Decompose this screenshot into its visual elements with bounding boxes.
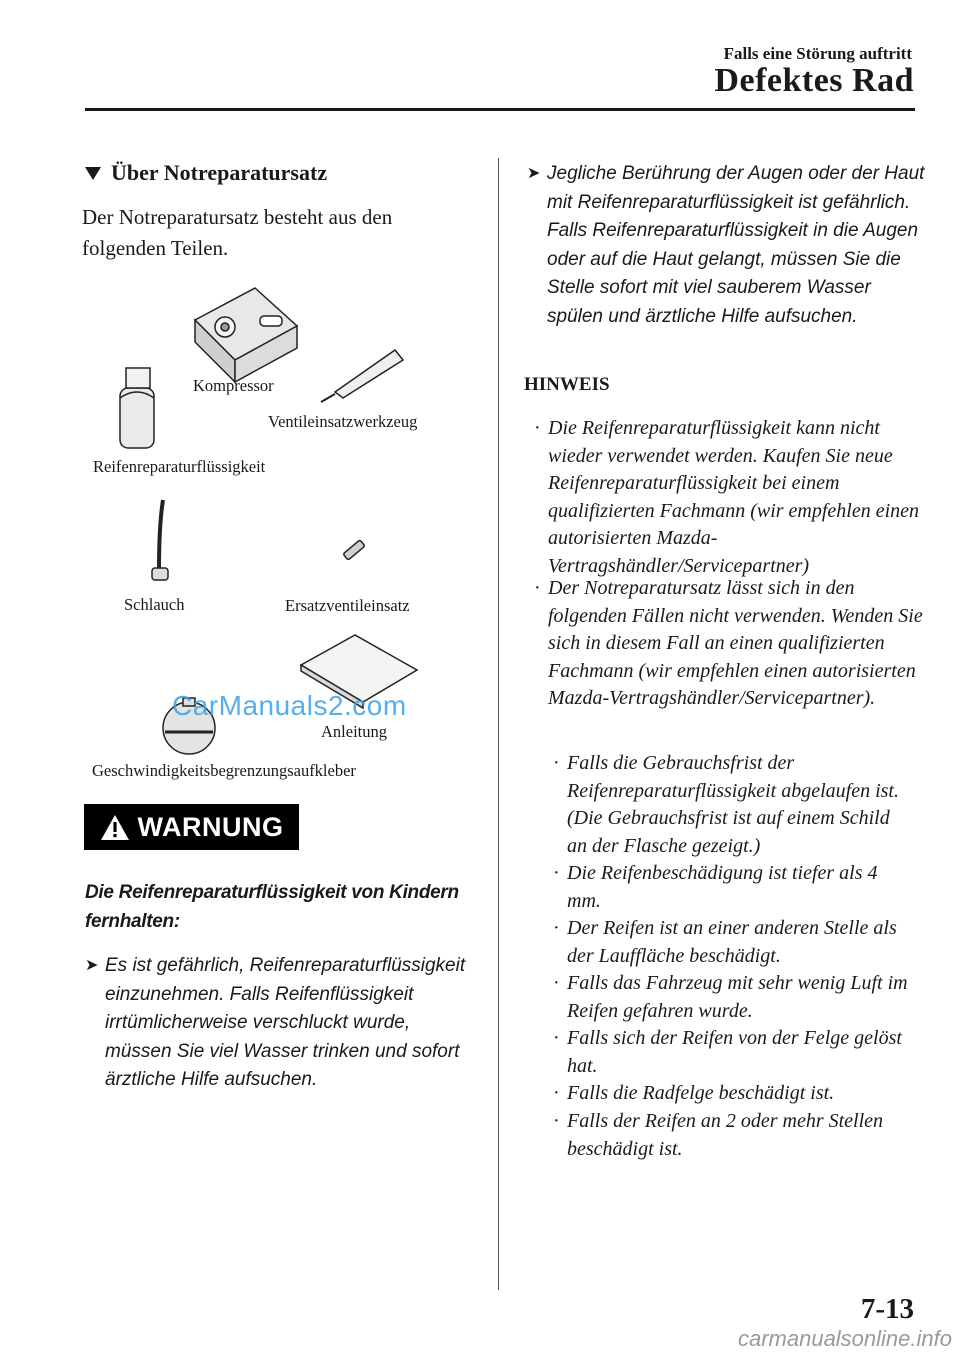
note-subitem-text: Falls das Fahrzeug mit sehr wenig Luft im Reifen gefahren wurde. bbox=[567, 972, 908, 1022]
bullet-dot-icon: · bbox=[553, 972, 560, 994]
section-heading bbox=[85, 160, 327, 186]
label-valve-tool: Ventileinsatzwerkzeug bbox=[268, 412, 418, 431]
watermark-center: CarManuals2.com bbox=[172, 690, 407, 721]
warning-bullet-text: Es ist gefährlich, Reifenreparaturflüssigkeit einzunehmen. Falls Reifenflüssigkeit irrtümlicherweise verschluckt wurde, müssen Sie viel Wasser trinken und sofort ärztliche Hilfe aufsuchen. bbox=[105, 955, 466, 1090]
sealant-bottle-icon bbox=[120, 368, 154, 448]
hose-icon bbox=[152, 500, 168, 580]
arrow-bullet-icon: ➤ bbox=[527, 165, 541, 182]
note-subitem-5 bbox=[553, 1025, 913, 1080]
warning-heading: Die Reifenreparaturflüssigkeit von Kindern fernhalten: bbox=[85, 882, 459, 932]
note-subitem-2 bbox=[553, 860, 913, 915]
valve-core-icon bbox=[343, 540, 365, 560]
compressor-icon bbox=[195, 288, 297, 382]
label-hose: Schlauch bbox=[124, 595, 185, 614]
note-subitem-text: Die Reifenbeschädigung ist tiefer als 4 mm. bbox=[567, 862, 878, 912]
note-subitem-7 bbox=[553, 1108, 913, 1163]
warning-label bbox=[84, 804, 299, 850]
note-label: HINWEIS bbox=[524, 374, 610, 395]
header-rule bbox=[85, 108, 915, 111]
note-subitem-4 bbox=[553, 970, 913, 1025]
note-subitem-text: Der Reifen ist an einer anderen Stelle als der Lauffläche beschädigt. bbox=[567, 917, 897, 967]
kit-illustration bbox=[85, 280, 485, 800]
bullet-dot-icon: · bbox=[553, 752, 560, 774]
label-compressor: Kompressor bbox=[193, 376, 274, 395]
bullet-dot-icon: · bbox=[534, 417, 541, 439]
note-subitem-6 bbox=[553, 1080, 913, 1108]
valve-tool-icon bbox=[321, 350, 403, 402]
note-item-text: Die Reifenreparaturflüssigkeit kann nicht wieder verwendet werden. Kaufen Sie neue Reifenreparaturflüssigkeit bei einem qualifizierten Fachmann (wir empfehlen einen autorisierten Mazda-Vertragshändler/Servicepartner) bbox=[548, 417, 920, 577]
note-subitem-3 bbox=[553, 915, 913, 970]
warning-bullet-1 bbox=[85, 952, 480, 1095]
page-title: Defektes Rad bbox=[714, 62, 914, 99]
arrow-bullet-icon: ➤ bbox=[85, 957, 99, 974]
label-spare-valve-core: Ersatzventileinsatz bbox=[285, 596, 410, 615]
note-subitem-text: Falls der Reifen an 2 oder mehr Stellen beschädigt ist. bbox=[567, 1110, 884, 1160]
label-sealant: Reifenreparaturflüssigkeit bbox=[93, 457, 266, 476]
watermark-footer: carmanualsonline.info bbox=[737, 1326, 952, 1351]
bullet-dot-icon: · bbox=[553, 1082, 560, 1104]
section-heading-text: Über Notreparatursatz bbox=[111, 160, 328, 185]
note-subitem-text: Falls die Radfelge beschädigt ist. bbox=[567, 1082, 835, 1104]
bullet-dot-icon: · bbox=[553, 1110, 560, 1132]
page-number: 7-13 bbox=[860, 1293, 914, 1325]
warning-bullet-2 bbox=[527, 160, 927, 331]
note-subitem-text: Falls sich der Reifen von der Felge gelöst hat. bbox=[567, 1027, 902, 1077]
bullet-dot-icon: · bbox=[553, 1027, 560, 1049]
section-intro: Der Notreparatursatz besteht aus den folgenden Teilen. bbox=[82, 205, 393, 260]
warning-triangle-icon bbox=[100, 814, 130, 841]
note-item-2 bbox=[534, 575, 924, 713]
chapter-title: Falls eine Störung auftritt bbox=[723, 44, 912, 63]
triangle-marker-icon bbox=[85, 167, 101, 180]
bullet-dot-icon: · bbox=[553, 862, 560, 884]
warning-bullet-text: Jegliche Berührung der Augen oder der Haut mit Reifenreparaturflüssigkeit ist gefährlich. Falls Reifenreparaturflüssigkeit in die Augen oder auf die Haut gelangt, müssen Sie die Stelle sofort mit viel sauberem Wasser spülen und ärztliche Hilfe aufsuchen. bbox=[547, 163, 925, 327]
note-subitem-1 bbox=[553, 750, 913, 860]
bullet-dot-icon: · bbox=[553, 917, 560, 939]
column-divider bbox=[498, 158, 499, 1290]
bullet-dot-icon: · bbox=[534, 577, 541, 599]
note-item-text: Der Notreparatursatz lässt sich in den folgenden Fällen nicht verwenden. Wenden Sie sich in diesem Fall an einen qualifizierten Fachmann (wir empfehlen einen autorisierten Mazda-Vertragshändler/Servicepartner). bbox=[548, 577, 923, 710]
note-item-1 bbox=[534, 415, 920, 581]
note-subitem-text: Falls die Gebrauchsfrist der Reifenreparaturflüssigkeit abgelaufen ist. (Die Gebrauchsfrist ist auf einem Schild an der Flasche gezeigt.) bbox=[567, 752, 899, 857]
warning-label-text: WARNUNG bbox=[137, 811, 284, 842]
label-speed-sticker: Geschwindigkeitsbegrenzungsaufkleber bbox=[92, 761, 356, 780]
label-manual: Anleitung bbox=[321, 722, 387, 741]
